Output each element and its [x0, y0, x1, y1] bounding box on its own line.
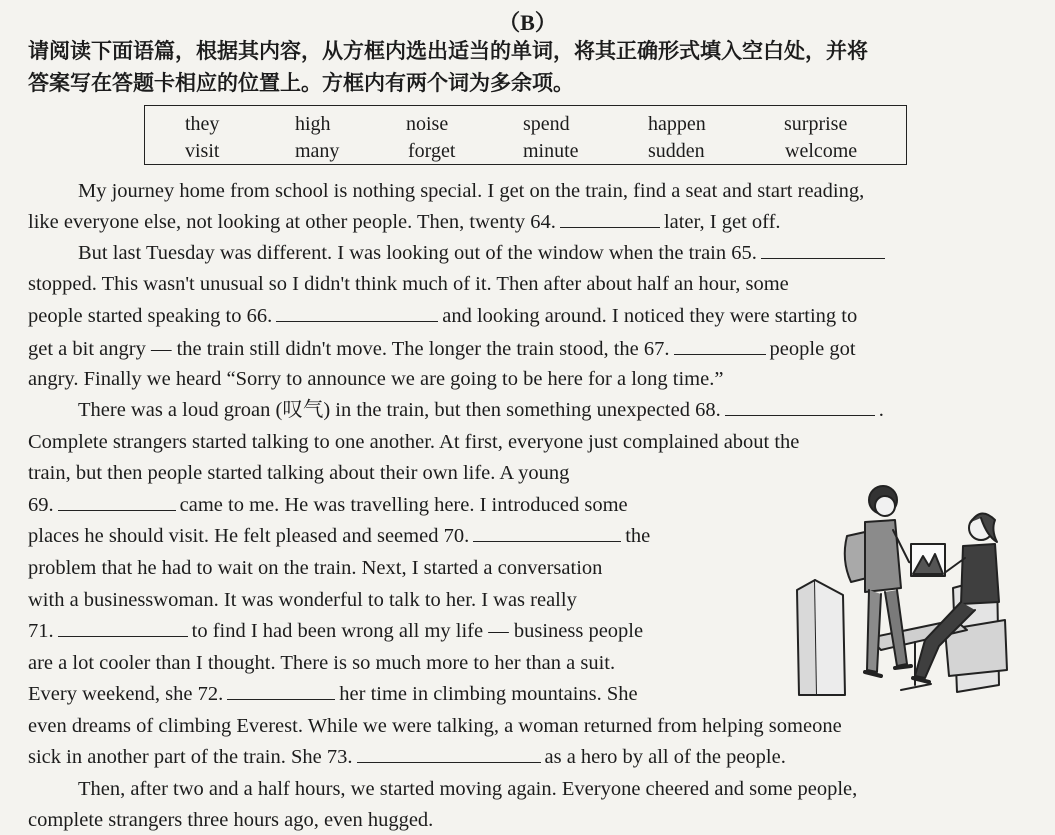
passage-line: complete strangers three hours ago, even hugged. — [28, 809, 434, 831]
answer-blank-69[interactable] — [58, 492, 176, 511]
word-forget: forget — [408, 140, 456, 162]
passage-line: problem that he had to wait on the train. Next, I started a conversation — [28, 557, 603, 579]
passage-line: get a bit angry — the train still didn't move. The longer the train stood, the 67. people got — [28, 338, 856, 360]
train-illustration — [785, 470, 1020, 705]
passage-line: Then, after two and a half hours, we started moving again. Everyone cheered and some people, — [78, 778, 858, 800]
passage-line: But last Tuesday was different. I was looking out of the window when the train 65. — [78, 238, 889, 268]
answer-blank-71[interactable] — [58, 618, 188, 637]
word-welcome: welcome — [785, 140, 858, 162]
word-high: high — [295, 113, 331, 135]
answer-blank-72[interactable] — [227, 681, 335, 700]
word-spend: spend — [523, 113, 570, 135]
answer-blank-70[interactable] — [473, 523, 621, 542]
passage-line: train, but then people started talking about their own life. A young — [28, 462, 570, 484]
answer-blank-73[interactable] — [357, 744, 541, 763]
answer-blank-68[interactable] — [725, 397, 875, 416]
word-happen: happen — [648, 113, 706, 135]
answer-blank-64[interactable] — [560, 209, 660, 228]
answer-blank-65[interactable] — [761, 240, 885, 259]
section-title: （B） — [498, 10, 557, 35]
passage-line: like everyone else, not looking at other people. Then, twenty 64. later, I get off. — [28, 211, 781, 233]
answer-blank-67[interactable] — [674, 336, 766, 355]
passage-line: Every weekend, she 72. her time in climbing mountains. She — [28, 683, 638, 705]
passage-line: My journey home from school is nothing special. I get on the train, find a seat and start reading, — [78, 180, 865, 202]
answer-blank-66[interactable] — [276, 303, 438, 322]
word-many: many — [295, 140, 340, 162]
passage-line: places he should visit. He felt pleased and seemed 70. the — [28, 525, 651, 547]
instruction-line-1: 请阅读下面语篇，根据其内容，从方框内选出适当的单词，将其正确形式填入空白处，并将 — [28, 39, 868, 63]
word-sudden: sudden — [648, 140, 705, 162]
passage-line: There was a loud groan (叹气) in the train, but then something unexpected 68. . — [78, 399, 884, 421]
word-box — [144, 105, 907, 165]
word-minute: minute — [523, 140, 579, 162]
instruction-line-2: 答案写在答题卡相应的位置上。方框内有两个词为多余项。 — [28, 71, 574, 95]
word-surprise: surprise — [784, 113, 848, 135]
passage-line: with a businesswoman. It was wonderful to talk to her. I was really — [28, 589, 577, 611]
passage-line: 71. to find I had been wrong all my life — business people — [28, 620, 644, 642]
passage-line: stopped. This wasn't unusual so I didn't think much of it. Then after about half an hour, some — [28, 273, 789, 295]
passage-line: even dreams of climbing Everest. While we were talking, a woman returned from helping someone — [28, 715, 842, 737]
word-noise: noise — [406, 113, 449, 135]
word-they: they — [185, 113, 220, 135]
passage-line: people started speaking to 66. and looking around. I noticed they were starting to — [28, 305, 858, 327]
passage-line: 69. came to me. He was travelling here. I introduced some — [28, 494, 628, 516]
passage-line: sick in another part of the train. She 73. as a hero by all of the people. — [28, 746, 786, 768]
passage-line: Complete strangers started talking to one another. At first, everyone just complained about the — [28, 431, 800, 453]
passage-line: angry. Finally we heard “Sorry to announce we are going to be here for a long time.” — [28, 368, 724, 390]
passage-line: are a lot cooler than I thought. There is so much more to her than a suit. — [28, 652, 616, 674]
word-visit: visit — [185, 140, 220, 162]
